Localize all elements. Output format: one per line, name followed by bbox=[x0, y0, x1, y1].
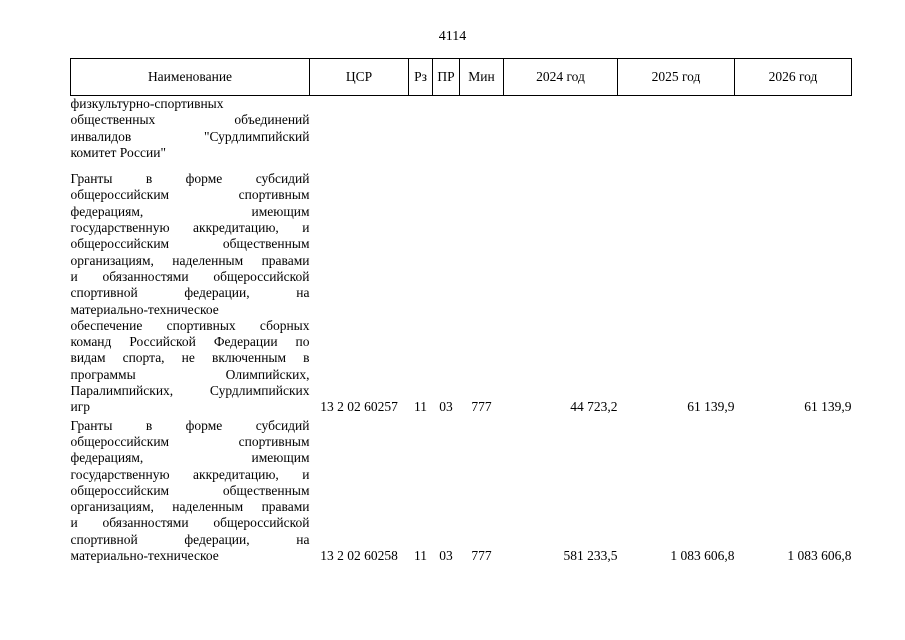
row-amount-2024: 581 233,5 bbox=[563, 548, 618, 564]
row-rz: 11 bbox=[414, 548, 427, 564]
row-name-line: команд Российской Федерации по bbox=[70, 334, 310, 350]
row-name-line: государственную аккредитацию, и bbox=[70, 220, 310, 236]
row-name-line: материально-техническое bbox=[70, 548, 219, 564]
row-name-line: видам спорта, не включенным в bbox=[70, 350, 310, 366]
budget-table bbox=[70, 58, 852, 564]
row-name-line: общероссийским общественным bbox=[70, 482, 310, 498]
header-2025: 2025 год bbox=[618, 59, 735, 96]
header-csr: ЦСР bbox=[310, 59, 409, 96]
row-name-line: комитет России" bbox=[70, 144, 167, 160]
row-name-line: общероссийским общественным bbox=[70, 236, 310, 252]
header-pr: ПР bbox=[433, 59, 460, 96]
row-name-line: игр bbox=[70, 399, 91, 415]
row-name bbox=[71, 418, 310, 565]
table-row bbox=[71, 418, 852, 565]
row-rz: 11 bbox=[414, 399, 427, 415]
row-name-line: инвалидов "Сурдлимпийский bbox=[70, 128, 310, 144]
row-amount-2026: 61 139,9 bbox=[804, 399, 852, 415]
row-min: 777 bbox=[471, 548, 492, 564]
row-name-line: федерациям, имеющим bbox=[70, 450, 310, 466]
row-amount-2026: 1 083 606,8 bbox=[787, 548, 852, 564]
row-name-line: организациям, наделенным правами bbox=[70, 252, 310, 268]
row-name-line: спортивной федерации, на bbox=[70, 285, 310, 301]
header-min: Мин bbox=[460, 59, 504, 96]
row-name-line: общероссийским спортивным bbox=[70, 187, 310, 203]
table-row bbox=[71, 96, 852, 162]
row-min: 777 bbox=[471, 399, 492, 415]
row-csr: 13 2 02 60258 bbox=[320, 548, 398, 564]
row-name-line: материально-техническое bbox=[70, 301, 219, 317]
row-name-line: общероссийским спортивным bbox=[70, 433, 310, 449]
row-amount-2025: 61 139,9 bbox=[687, 399, 735, 415]
row-amount-2025: 1 083 606,8 bbox=[670, 548, 735, 564]
row-pr: 03 bbox=[439, 548, 453, 564]
row-name bbox=[71, 96, 310, 162]
row-name-line: Паралимпийских, Сурдлимпийских bbox=[70, 383, 310, 399]
header-rz: Рз bbox=[409, 59, 433, 96]
row-name-line: федерациям, имеющим bbox=[70, 203, 310, 219]
row-name-line: общественных объединений bbox=[70, 112, 310, 128]
header-2026: 2026 год bbox=[735, 59, 852, 96]
row-name-line: организациям, наделенным правами bbox=[70, 499, 310, 515]
row-name-line: Гранты в форме субсидий bbox=[70, 171, 310, 187]
row-pr: 03 bbox=[439, 399, 453, 415]
row-name-line: Гранты в форме субсидий bbox=[70, 417, 310, 433]
row-name bbox=[71, 171, 310, 415]
row-amount-2024: 44 723,2 bbox=[570, 399, 618, 415]
page-number: 4114 bbox=[438, 29, 467, 44]
row-name-line: государственную аккредитацию, и bbox=[70, 466, 310, 482]
table-header-row bbox=[71, 59, 852, 96]
row-name-line: спортивной федерации, на bbox=[70, 531, 310, 547]
table-row bbox=[71, 171, 852, 415]
row-csr: 13 2 02 60257 bbox=[320, 399, 398, 415]
row-name-line: и обязанностями общероссийской bbox=[70, 268, 310, 284]
header-2024: 2024 год bbox=[504, 59, 618, 96]
header-name: Наименование bbox=[71, 59, 310, 96]
row-name-line: обеспечение спортивных сборных bbox=[70, 317, 310, 333]
row-name-line: программы Олимпийских, bbox=[70, 366, 310, 382]
row-name-line: и обязанностями общероссийской bbox=[70, 515, 310, 531]
row-name-line: физкультурно-спортивных bbox=[70, 96, 224, 111]
